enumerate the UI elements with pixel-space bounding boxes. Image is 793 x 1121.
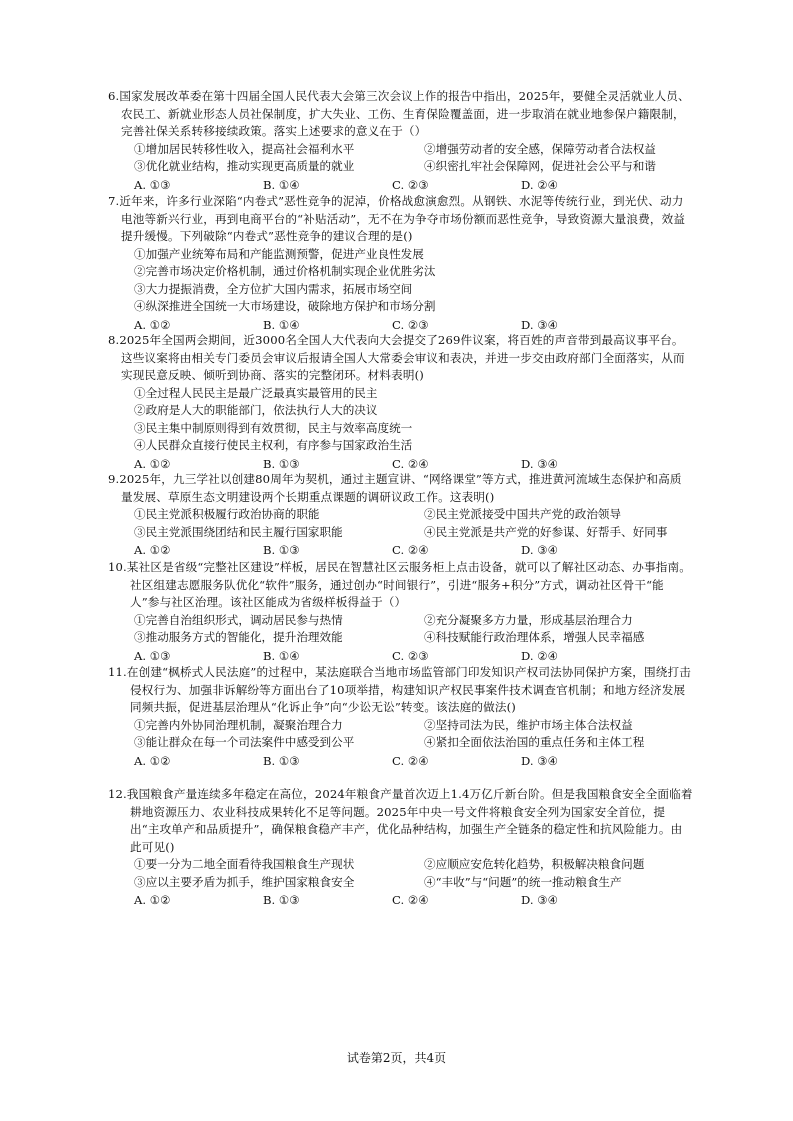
- statement-item: ③应以主要矛盾为抓手，维护国家粮食安全: [134, 874, 355, 889]
- option-a: A. ①②: [134, 317, 171, 332]
- question-10: [108, 559, 693, 665]
- option-c: C. ②④: [392, 456, 429, 471]
- statement-item: ①完善内外协同治理机制，凝聚治理合力: [134, 717, 343, 732]
- option-d: D. ③④: [521, 753, 559, 768]
- option-c: C. ②④: [392, 753, 429, 768]
- statement-row: [108, 874, 693, 892]
- option-a: A. ①③: [134, 648, 171, 663]
- option-d: D. ③④: [521, 543, 559, 557]
- option-b: B. ①④: [263, 317, 300, 332]
- statement-item: ②增强劳动者的安全感，保障劳动者合法权益: [424, 141, 656, 156]
- statement-item: ①加强产业统筹布局和产能监测预警，促进产业良性发展: [134, 246, 424, 261]
- answer-options: [108, 177, 693, 195]
- option-c: C. ②④: [392, 893, 429, 907]
- option-b: B. ①③: [263, 893, 300, 907]
- option-d: D. ③④: [521, 893, 559, 907]
- question-7: [108, 193, 693, 334]
- statement-item: ④民主党派是共产党的好参谋、好帮手、好同事: [424, 524, 668, 539]
- option-c: C. ②③: [392, 177, 429, 192]
- statement-item: ②完善市场决定价格机制，通过价格机制实现企业优胜劣汰: [134, 264, 436, 278]
- option-a: A. ①②: [134, 893, 171, 907]
- question-stem: 12.我国粮食产量连续多年稳定在高位，2024年粮食产量首次迈上1.4万亿斤新台阶。但是我国粮食安全全面临着耕地资源压力、农业科技成果转化不足等问题。2025年中央一号文件将粮食安全列为国家安全首位，提出“主攻单产和品质提升”，确保粮食稳产丰产，优化品种结构，加强生产全链条的稳定性和抗风险能力。由此可见(): [108, 787, 693, 854]
- statement-item: ①完善自治组织形式，调动居民参与热情: [134, 612, 343, 627]
- statement-row: [108, 141, 693, 159]
- answer-options: [108, 648, 693, 666]
- statement-item: ④织密扎牢社会保障网，促进社会公平与和谐: [424, 159, 656, 173]
- option-b: B. ①③: [263, 543, 300, 557]
- statement-item: ①全过程人民民主是最广泛最真实最管用的民主: [134, 385, 378, 400]
- statement-item: ④纵深推进全国统一大市场建设，破除地方保护和市场分割: [134, 299, 436, 313]
- option-a: A. ①②: [134, 456, 171, 471]
- question-6: [108, 88, 693, 194]
- question-9: [108, 471, 693, 560]
- statement-item: ②民主党派接受中国共产党的政治领导: [424, 507, 622, 521]
- option-a: A. ①③: [134, 177, 171, 192]
- statement-row: [108, 158, 693, 176]
- question-8: [108, 332, 693, 473]
- statement-row: [108, 717, 693, 735]
- statement-item: ④紧扣全面依法治国的重点任务和主体工程: [424, 735, 645, 749]
- statement-row: [108, 734, 693, 752]
- statement-item: ④人民群众直接行使民主权利，有序参与国家政治生活: [134, 438, 413, 452]
- question-11: [108, 664, 693, 770]
- statement-item: ③推动服务方式的智能化，提升治理效能: [134, 630, 343, 644]
- option-b: B. ①④: [263, 177, 300, 192]
- statement-item: ②政府是人大的职能部门，依法执行人大的决议: [134, 403, 378, 417]
- question-stem: 8.2025年全国两会期间，近3000名全国人大代表向大会提交了269件议案，将百姓的声音带到最高议事平台。这些议案将由相关专门委员会审议后报请全国人大常委会审议和表决，并进一步交由政府部门全面落实，从而实现民意反映、倾听到协商、落实的完整闭环。材料表明(): [108, 333, 685, 382]
- statement-item: ①要一分为二地全面看待我国粮食生产现状: [134, 857, 355, 871]
- statement-row: [108, 629, 693, 647]
- option-d: D. ②④: [521, 177, 559, 192]
- statement-item: ①民主党派积极履行政治协商的职能: [134, 507, 320, 521]
- option-a: A. ①②: [134, 543, 171, 557]
- option-b: B. ①③: [263, 456, 300, 471]
- statement-item: ④科技赋能行政治理体系，增强人民幸福感: [424, 630, 645, 644]
- statement-row: [108, 524, 693, 542]
- statement-item: ③能让群众在每一个司法案件中感受到公平: [134, 735, 355, 749]
- answer-options: [108, 753, 693, 771]
- answer-options: [108, 542, 693, 560]
- option-b: B. ①④: [263, 648, 300, 663]
- statement-item: ②充分凝聚多方力量，形成基层治理合力: [424, 612, 633, 627]
- question-12: [108, 786, 693, 910]
- statement-item: ③民主集中制原则得到有效贯彻，民主与效率高度统一: [134, 420, 413, 435]
- option-b: B. ①③: [263, 753, 300, 768]
- statement-item: ③优化就业结构，推动实现更高质量的就业: [134, 159, 355, 173]
- statement-row: [108, 612, 693, 630]
- question-stem: 11.在创建“枫桥式人民法庭”的过程中，某法庭联合当地市场监管部门印发知识产权司法协同保护方案，围绕打击侵权行为、加强非诉解纷等方面出台了10项举措，构建知识产权民事案件技术调查官机制；和地方经济发展同频共振，促进基层治理从“化诉止争”向“少讼无讼”转变。该法庭的做法(): [108, 665, 692, 714]
- option-c: C. ②④: [392, 543, 429, 557]
- option-c: C. ②③: [392, 648, 429, 663]
- option-c: C. ②③: [392, 317, 429, 332]
- statement-item: ②应顺应安危转化趋势，积极解决粮食问题: [424, 857, 645, 871]
- option-d: D. ③④: [521, 317, 559, 332]
- answer-options: [108, 892, 693, 910]
- statement-item: ③民主党派围绕团结和民主履行国家职能: [134, 524, 343, 539]
- option-d: D. ②④: [521, 648, 559, 663]
- question-stem: 9.2025年，九三学社以创建80周年为契机，通过主题宣讲、“网络课堂”等方式，推进黄河流域生态保护和高质量发展、草原生态文明建设两个长期重点课题的调研议政工作。这表明(): [108, 472, 682, 504]
- question-stem: 7.近年来，许多行业深陷“内卷式”恶性竞争的泥淖，价格战愈演愈烈。从钢铁、水泥等传统行业，到光伏、动力电池等新兴行业，再到电商平台的“补贴活动”，无不在为争夺市场份额而恶性竞争，导致资源大量浪费，效益提升缓慢。下列破除“内卷式”恶性竞争的建议合理的是(): [108, 194, 686, 243]
- page-footer: 试卷第2页，共4页: [346, 1051, 447, 1065]
- statement-row: [108, 856, 693, 874]
- question-stem: 10.某社区是省级“完整社区建设”样板，居民在智慧社区云服务柜上点击设备，就可以了解社区动态、办事指南。社区组建志愿服务队优化“软件”服务，通过创办“时间银行”，引进“服务+积分”方式，调动社区骨干“能人”参与社区治理。该社区能成为省级样板得益于（）: [108, 560, 692, 609]
- question-stem: 6.国家发展改革委在第十四届全国人民代表大会第三次会议上作的报告中指出，2025年，要健全灵活就业人员、农民工、新就业形态人员社保制度，扩大失业、工伤、生育保险覆盖面，进一步取消在就业地参保户籍限制，完善社保关系转移接续政策。落实上述要求的意义在于（）: [108, 89, 690, 138]
- statement-row: [108, 506, 693, 524]
- statement-item: ③大力提振消费，全方位扩大国内需求，拓展市场空间: [134, 281, 413, 296]
- statement-item: ①增加居民转移性收入，提高社会福利水平: [134, 141, 355, 156]
- statement-item: ④“丰收”与“问题”的统一推动粮食生产: [424, 874, 622, 889]
- option-a: A. ①②: [134, 753, 171, 768]
- statement-item: ②坚持司法为民，维护市场主体合法权益: [424, 717, 633, 732]
- option-d: D. ③④: [521, 456, 559, 471]
